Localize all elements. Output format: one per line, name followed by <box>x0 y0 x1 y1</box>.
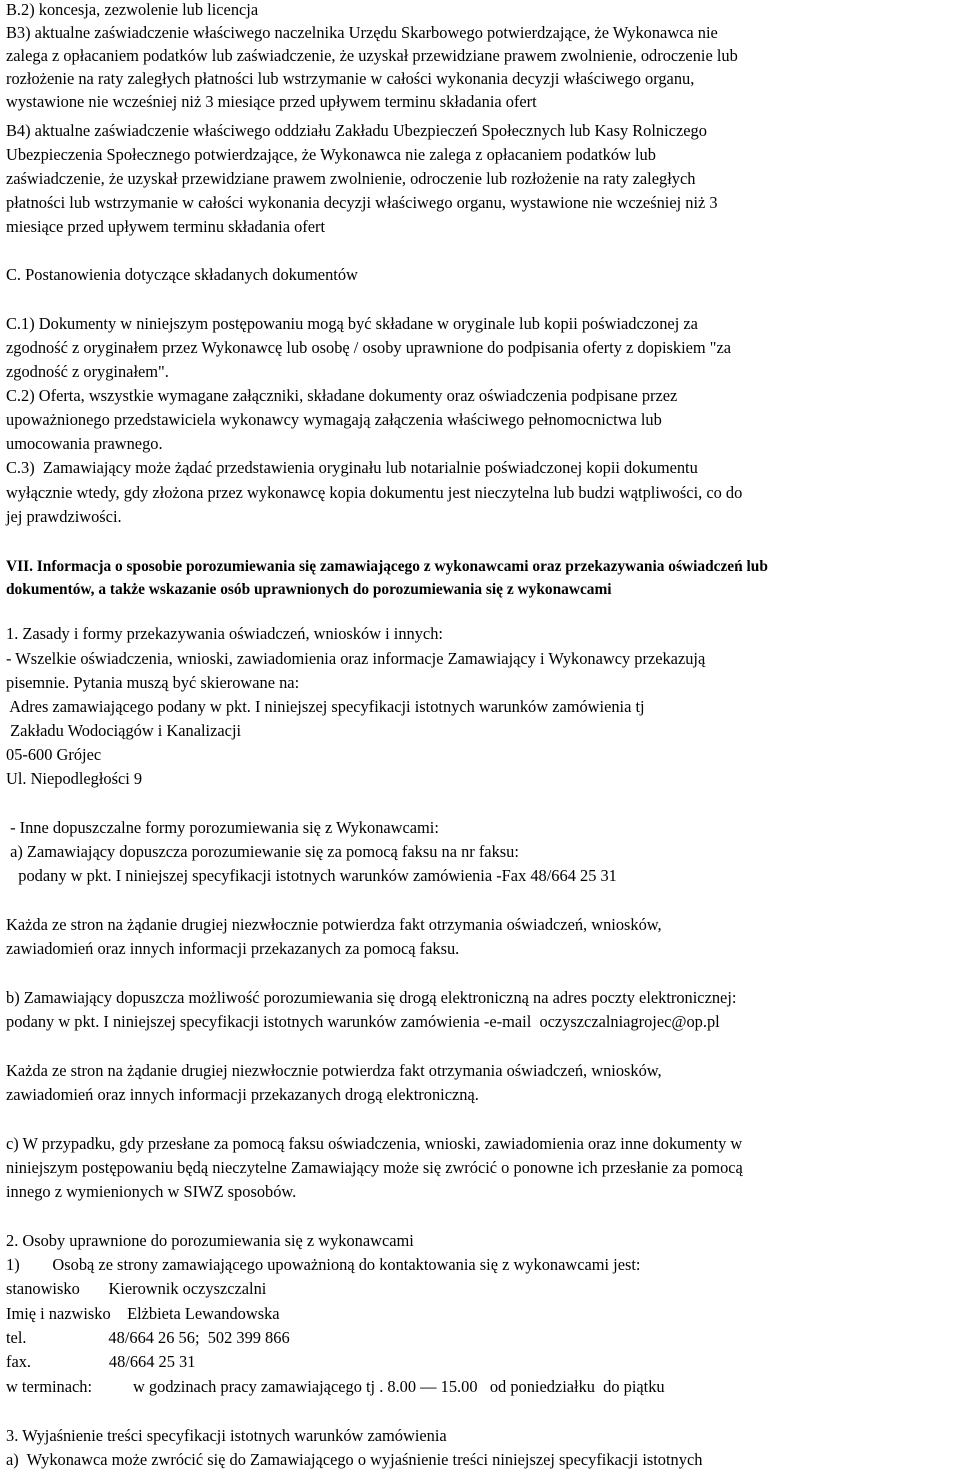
text-line: 3. Wyjaśnienie treści specyfikacji istotnych warunków zamówienia <box>6 1426 447 1445</box>
text-line: Imię i nazwisko Elżbieta Lewandowska <box>6 1304 280 1323</box>
text-line: pisemnie. Pytania muszą być skierowane na: <box>6 673 300 692</box>
text-line: zalega z opłacaniem podatków lub zaświadczenie, że uzyskał przewidziane prawem zwolnienie, odroczenie lub <box>6 46 738 65</box>
text-line: C.1) Dokumenty w niniejszym postępowaniu mogą być składane w oryginale lub kopii poświadczonej za <box>6 314 698 333</box>
text-line: upoważnionego przedstawiciela wykonawcy wymagają załączenia właściwego pełnomocnictwa lub <box>6 410 662 429</box>
text-line: 05-600 Grójec <box>6 745 102 764</box>
text-line: fax. 48/664 25 31 <box>6 1352 196 1371</box>
text-line: Ubezpieczenia Społecznego potwierdzające, że Wykonawca nie zalega z opłacaniem podatków lub <box>6 145 656 164</box>
text-line: Każda ze stron na żądanie drugiej niezwłocznie potwierdza fakt otrzymania oświadczeń, wniosków, <box>6 915 662 934</box>
text-line: B3) aktualne zaświadczenie właściwego naczelnika Urzędu Skarbowego potwierdzające, że Wykonawca nie <box>6 23 718 42</box>
text-line: tel. 48/664 26 56; 502 399 866 <box>6 1328 290 1347</box>
text-line: C.2) Oferta, wszystkie wymagane załączniki, składane dokumenty oraz oświadczenia podpisane przez <box>6 386 678 405</box>
text-line: B4) aktualne zaświadczenie właściwego oddziału Zakładu Ubezpieczeń Społecznych lub Kasy Rolniczego <box>6 121 707 140</box>
text-line: wystawione nie wcześniej niż 3 miesiące przed upływem terminu składania ofert <box>6 92 537 111</box>
text-line: 1) Osobą ze strony zamawiającego upoważnioną do kontaktowania się z wykonawcami jest: <box>6 1255 641 1274</box>
text-line: płatności lub wstrzymanie w całości wykonania decyzji właściwego organu, wystawione nie wcześniej niż 3 <box>6 193 718 212</box>
text-line: C.3) Zamawiający może żądać przedstawienia oryginału lub notarialnie poświadczonej kopii dokumentu <box>6 458 698 477</box>
text-line: 1. Zasady i formy przekazywania oświadczeń, wniosków i innych: <box>6 624 443 643</box>
text-line: c) W przypadku, gdy przesłane za pomocą faksu oświadczenia, wnioski, zawiadomienia oraz inne dokumenty w <box>6 1134 743 1153</box>
text-line: w terminach: w godzinach pracy zamawiającego tj . 8.00 — 15.00 od poniedziałku do piątku <box>6 1377 665 1396</box>
text-line: miesiące przed upływem terminu składania ofert <box>6 217 326 236</box>
text-line: B.2) koncesja, zezwolenie lub licencja <box>6 0 259 19</box>
text-line: Adres zamawiającego podany w pkt. I niniejszej specyfikacji istotnych warunków zamówienia tj <box>6 697 645 716</box>
text-line: zgodność z oryginałem przez Wykonawcę lub osobę / osoby uprawnione do podpisania oferty z dopiskiem "za <box>6 338 732 357</box>
text-line: a) Zamawiający dopuszcza porozumiewanie się za pomocą faksu na nr faksu: <box>6 842 519 861</box>
text-line: rozłożenie na raty zaległych płatności lub wstrzymanie w całości wykonania decyzji właściwego organu, <box>6 69 695 88</box>
text-line: stanowisko Kierownik oczyszczalni <box>6 1279 267 1298</box>
text-line: - Inne dopuszczalne formy porozumiewania się z Wykonawcami: <box>6 818 439 837</box>
text-line: Każda ze stron na żądanie drugiej niezwłocznie potwierdza fakt otrzymania oświadczeń, wniosków, <box>6 1061 662 1080</box>
text-line: zaświadczenie, że uzyskał przewidziane prawem zwolnienie, odroczenie lub rozłożenie na raty zaległych <box>6 169 696 188</box>
text-line: niniejszym postępowaniu będą nieczytelne Zamawiający może się zwrócić o ponowne ich przesłanie za pomocą <box>6 1158 743 1177</box>
text-line: wyłącznie wtedy, gdy złożona przez wykonawcę kopia dokumentu jest nieczytelna lub budzi wątpliwości, co do <box>6 483 743 502</box>
text-line: zawiadomień oraz innych informacji przekazanych za pomocą faksu. <box>6 939 460 958</box>
text-line: podany w pkt. I niniejszej specyfikacji istotnych warunków zamówienia -Fax 48/664 25 31 <box>6 866 617 885</box>
text-line: podany w pkt. I niniejszej specyfikacji istotnych warunków zamówienia -e-mail oczyszczalniagrojec@op.pl <box>6 1012 720 1031</box>
section-heading-line: VII. Informacja o sposobie porozumiewania się zamawiającego z wykonawcami oraz przekazywania oświadczeń lub <box>6 558 768 575</box>
text-line: zawiadomień oraz innych informacji przekazanych drogą elektroniczną. <box>6 1085 479 1104</box>
text-line: umocowania prawnego. <box>6 434 163 453</box>
text-line: Ul. Niepodległości 9 <box>6 769 143 788</box>
section-heading-line: dokumentów, a także wskazanie osób uprawnionych do porozumiewania się z wykonawcami <box>6 581 612 598</box>
text-line: jej prawdziwości. <box>6 507 122 526</box>
text-line: a) Wykonawca może zwrócić się do Zamawiającego o wyjaśnienie treści niniejszej specyfikacji istotnych <box>6 1450 703 1469</box>
text-line: Zakładu Wodociągów i Kanalizacji <box>6 721 242 740</box>
text-line: - Wszelkie oświadczenia, wnioski, zawiadomienia oraz informacje Zamawiający i Wykonawcy przekazują <box>6 649 706 668</box>
text-line: innego z wymienionych w SIWZ sposobów. <box>6 1182 297 1201</box>
text-line: b) Zamawiający dopuszcza możliwość porozumiewania się drogą elektroniczną na adres poczty elektronicznej: <box>6 988 737 1007</box>
text-line: C. Postanowienia dotyczące składanych dokumentów <box>6 265 358 284</box>
text-line: zgodność z oryginałem". <box>6 362 169 381</box>
text-line: 2. Osoby uprawnione do porozumiewania się z wykonawcami <box>6 1231 414 1250</box>
